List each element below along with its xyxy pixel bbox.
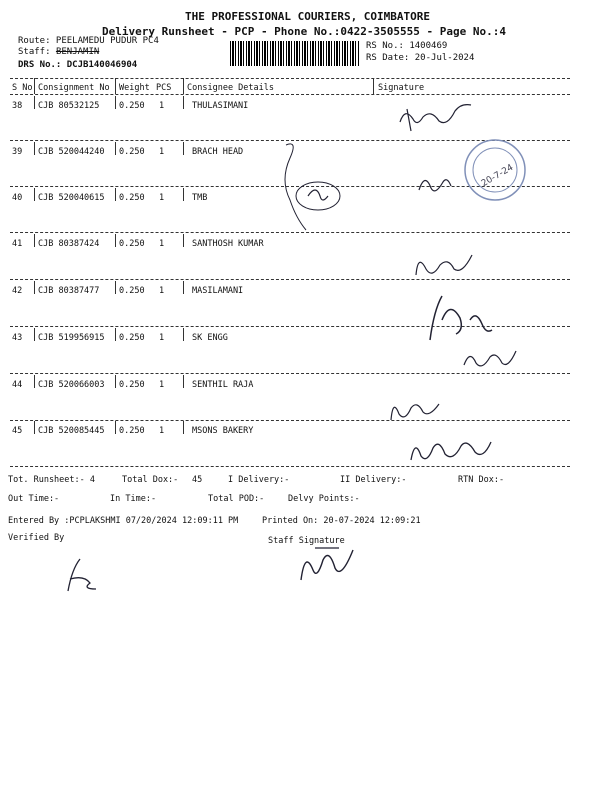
- verified-by-label: Verified By: [8, 533, 65, 543]
- verifier-signature: [60, 555, 100, 595]
- row-sno: 42: [12, 286, 23, 296]
- header-bottom-rule: [10, 94, 570, 95]
- row-consignment: CJB 80532125: [38, 101, 100, 111]
- cell-divider: [34, 234, 35, 247]
- rs-number: RS No.: 1400469: [366, 41, 448, 51]
- drs-number: DRS No.: DCJB140046904: [18, 60, 138, 70]
- route-label: Route: PEELAMEDU PUDUR PC4: [18, 36, 159, 46]
- cell-divider: [34, 375, 35, 388]
- cell-divider: [183, 281, 184, 294]
- staff-signature: [295, 540, 365, 585]
- col-header-sno: S No: [12, 83, 33, 93]
- total-pod: Total POD:-: [208, 494, 265, 504]
- cell-divider: [183, 188, 184, 201]
- total-dox-label: Total Dox:-: [122, 475, 179, 485]
- row-consignee: BRACH HEAD: [192, 147, 244, 157]
- row-pcs: 1: [159, 426, 165, 436]
- total-runsheet: Tot. Runsheet:- 4: [8, 475, 95, 485]
- signature-santhosh-kumar: [410, 247, 480, 282]
- row-pcs: 1: [159, 380, 165, 390]
- row-consignee: TMB: [192, 193, 208, 203]
- row-weight: 0.250: [119, 147, 145, 157]
- col-header-weight: Weight: [119, 83, 150, 93]
- row-pcs: 1: [159, 239, 165, 249]
- col-divider: [34, 78, 35, 94]
- signature-sk-engg: [460, 343, 520, 373]
- row-pcs: 1: [159, 147, 165, 157]
- row-consignment: CJB 520085445: [38, 426, 105, 436]
- row-weight: 0.250: [119, 333, 145, 343]
- total-dox-value: 45: [192, 475, 203, 485]
- cell-divider: [115, 421, 116, 434]
- staff-line: [18, 47, 99, 57]
- cell-divider: [115, 281, 116, 294]
- row-consignee: SK ENGG: [192, 333, 228, 343]
- i-delivery: I Delivery:-: [228, 475, 290, 485]
- row-sno: 38: [12, 101, 23, 111]
- col-header-consignment: Consignment No: [38, 83, 110, 93]
- row-consignment: CJB 80387477: [38, 286, 100, 296]
- row-pcs: 1: [159, 333, 165, 343]
- row-consignment: CJB 80387424: [38, 239, 100, 249]
- row-pcs: 1: [159, 193, 165, 203]
- stamp-date: 20-7-24: [479, 162, 516, 190]
- row-sno: 44: [12, 380, 23, 390]
- row-separator: [10, 420, 570, 421]
- cell-divider: [34, 96, 35, 109]
- cell-divider: [115, 234, 116, 247]
- delivery-points: Delvy Points:-: [288, 494, 360, 504]
- row-pcs: 1: [159, 101, 165, 111]
- row-consignment: CJB 520066003: [38, 380, 105, 390]
- row-consignment: CJB 520040615: [38, 193, 105, 203]
- col-divider: [183, 78, 184, 94]
- staff-name: BENJAMIN: [55, 47, 100, 57]
- row-sno: 40: [12, 193, 23, 203]
- row-sno: 45: [12, 426, 23, 436]
- table-top-rule: [10, 78, 570, 79]
- staff-label: Staff:: [18, 47, 51, 57]
- barcode: [230, 41, 360, 66]
- cell-divider: [34, 142, 35, 155]
- row-weight: 0.250: [119, 101, 145, 111]
- cell-divider: [115, 142, 116, 155]
- row-separator: [10, 373, 570, 374]
- cell-divider: [183, 421, 184, 434]
- printed-on: Printed On: 20-07-2024 12:09:21: [262, 516, 421, 526]
- row-weight: 0.250: [119, 426, 145, 436]
- company-name: THE PROFESSIONAL COURIERS, COIMBATORE: [185, 10, 431, 23]
- staff-signature-label: Staff Signature: [268, 536, 345, 546]
- signature-senthil-raja: [385, 390, 445, 425]
- in-time: In Time:-: [110, 494, 157, 504]
- cell-divider: [115, 328, 116, 341]
- cell-divider: [115, 188, 116, 201]
- ii-delivery: II Delivery:-: [340, 475, 407, 485]
- row-weight: 0.250: [119, 286, 145, 296]
- signature-tmb: [276, 140, 346, 240]
- cell-divider: [183, 375, 184, 388]
- cell-divider: [34, 281, 35, 294]
- cell-divider: [183, 96, 184, 109]
- cell-divider: [34, 328, 35, 341]
- col-divider: [373, 78, 374, 94]
- cell-divider: [34, 421, 35, 434]
- col-header-consignee: Consignee Details: [187, 83, 274, 93]
- signature-masilamani: [420, 290, 495, 345]
- row-consignee: SENTHIL RAJA: [192, 380, 254, 390]
- runsheet-subtitle: Delivery Runsheet - PCP - Phone No.:0422-3505555 - Page No.:4: [102, 25, 506, 38]
- cell-divider: [115, 96, 116, 109]
- cell-divider: [183, 142, 184, 155]
- entered-by: Entered By :PCPLAKSHMI 07/20/2024 12:09:11 PM: [8, 516, 239, 526]
- rs-date: RS Date: 20-Jul-2024: [366, 53, 475, 63]
- row-consignee: MASILAMANI: [192, 286, 244, 296]
- row-consignment: CJB 519956915: [38, 333, 105, 343]
- row-separator: [10, 279, 570, 280]
- row-sno: 43: [12, 333, 23, 343]
- row-sno: 39: [12, 147, 23, 157]
- row-consignee: MSONS BAKERY: [192, 426, 254, 436]
- cell-divider: [183, 234, 184, 247]
- row-consignee: SANTHOSH KUMAR: [192, 239, 264, 249]
- row-weight: 0.250: [119, 193, 145, 203]
- row-pcs: 1: [159, 286, 165, 296]
- cell-divider: [115, 375, 116, 388]
- cell-divider: [34, 188, 35, 201]
- signature-brach-head: [415, 170, 455, 200]
- cell-divider: [183, 328, 184, 341]
- row-sno: 41: [12, 239, 23, 249]
- col-header-signature: Signature: [378, 83, 425, 93]
- rtn-dox: RTN Dox:-: [458, 475, 505, 485]
- out-time: Out Time:-: [8, 494, 60, 504]
- row-weight: 0.250: [119, 239, 145, 249]
- company-stamp: [450, 128, 535, 208]
- signature-msons-bakery: [405, 432, 495, 467]
- row-consignee: THULASIMANI: [192, 101, 249, 111]
- row-weight: 0.250: [119, 380, 145, 390]
- col-header-pcs: PCS: [156, 83, 172, 93]
- row-consignment: CJB 520044240: [38, 147, 105, 157]
- col-divider: [115, 78, 116, 94]
